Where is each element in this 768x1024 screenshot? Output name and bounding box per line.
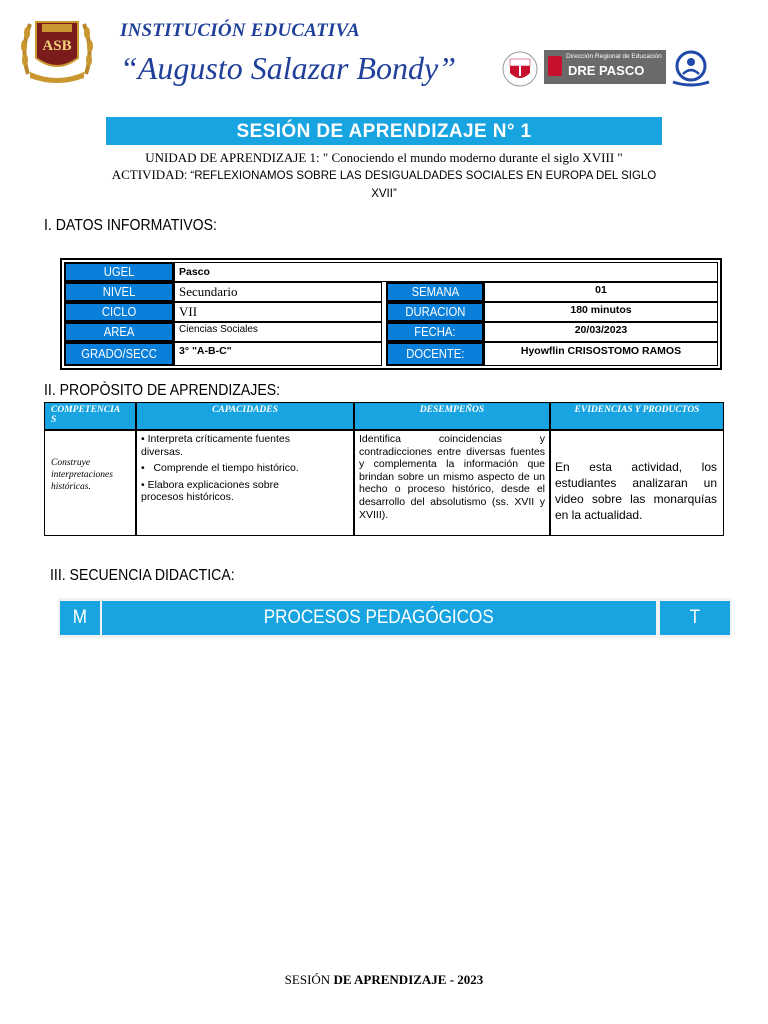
capacidades-cell <box>136 430 354 536</box>
proposito-table <box>44 402 724 536</box>
capacidades-list <box>141 433 301 504</box>
column-m: M <box>60 601 100 635</box>
header-competencias: COMPETENCIA S <box>44 402 136 430</box>
fecha-value: 20/03/2023 <box>484 322 718 342</box>
section-heading-proposito: II. PROPÒSITO DE APRENDIZAJES: <box>44 382 281 399</box>
actividad-label: ACTIVIDAD <box>111 167 184 182</box>
list-item: • Comprende el tiempo histórico. <box>141 462 299 474</box>
column-t: T <box>660 601 730 635</box>
list-item: • Interpreta críticamente fuentes diversas. <box>141 433 290 458</box>
logo-text: ASB <box>42 38 72 54</box>
dre-emblem-icon <box>548 56 562 76</box>
fecha-label: FECHA: <box>386 322 484 342</box>
dre-title: DRE PASCO <box>568 63 645 78</box>
ugel-label: UGEL <box>64 262 174 282</box>
ciclo-value: VII <box>174 302 382 322</box>
section-heading-datos: I. DATOS INFORMATIVOS: <box>44 217 217 234</box>
docente-label: DOCENTE: <box>386 342 484 366</box>
datos-table <box>60 258 722 370</box>
area-label: AREA <box>64 322 174 342</box>
list-item: • Elabora explicaciones sobre procesos históricos. <box>141 478 279 503</box>
semana-label: SEMANA <box>386 282 484 302</box>
grado-value: 3° "A-B-C" <box>174 342 382 366</box>
duracion-label: DURACION <box>386 302 484 322</box>
area-value: Ciencias Sociales <box>174 322 382 342</box>
desempenos-cell <box>354 430 550 536</box>
ugel-value: Pasco <box>174 262 718 282</box>
grado-label: GRADO/SECC <box>64 342 174 366</box>
actividad-line-2: XVII” <box>371 188 397 200</box>
section-heading-secuencia: III. SECUENCIA DIDACTICA: <box>50 567 235 584</box>
peru-coat-of-arms-logo <box>498 50 542 88</box>
ciclo-label: CICLO <box>64 302 174 322</box>
header-capacidades: CAPACIDADES <box>136 402 354 430</box>
docente-value: Hyowflin CRISOSTOMO RAMOS <box>484 342 718 366</box>
nivel-label: NIVEL <box>64 282 174 302</box>
actividad-text: : “REFLEXIONAMOS SOBRE LAS DESIGUALDADES SOCIALES EN EUROPA DEL SIGLO <box>183 170 657 182</box>
ugel-logo <box>668 48 714 88</box>
dre-pasco-badge <box>544 50 666 84</box>
competencia-cell <box>44 430 136 536</box>
institution-title: INSTITUCIÓN EDUCATIVA <box>120 20 360 41</box>
desempenos-text: Identifica coincidencias y contradicciones entre diversas fuentes y complementa la información que brindan sobre un mismo aspecto de un hecho o proceso histórico, desde el desarrollo del absolutismo (ss. XVII y XVIII). <box>359 433 545 521</box>
secuencia-header-row <box>58 598 732 638</box>
page-footer: SESIÓN DE APRENDIZAJE - 2023 <box>284 972 484 987</box>
header-desempenos: DESEMPEÑOS <box>354 402 550 430</box>
competencia-text: Construye interpretaciones históricas. <box>51 458 113 492</box>
column-procesos: PROCESOS PEDAGÓGICOS <box>102 601 656 635</box>
evidencias-text: En esta actividad, los estudiantes analizaran un video sobre las monarquías en la actualidad. <box>555 460 717 522</box>
institution-name: “Augusto Salazar Bondy” <box>120 50 457 86</box>
evidencias-cell <box>550 430 724 536</box>
dre-subtitle: Dirección Regional de Educación <box>566 53 662 60</box>
school-logo <box>18 14 96 86</box>
duracion-value: 180 minutos <box>484 302 718 322</box>
nivel-value: Secundario <box>174 282 382 302</box>
unidad-line: UNIDAD DE APRENDIZAJE 1: " Conociendo el mundo moderno durante el siglo XVIII " <box>145 150 623 165</box>
header-evidencias: EVIDENCIAS Y PRODUCTOS <box>550 402 724 430</box>
semana-value: 01 <box>484 282 718 302</box>
session-banner: SESIÓN DE APRENDIZAJE N° 1 <box>106 117 662 145</box>
actividad-line <box>60 167 708 183</box>
